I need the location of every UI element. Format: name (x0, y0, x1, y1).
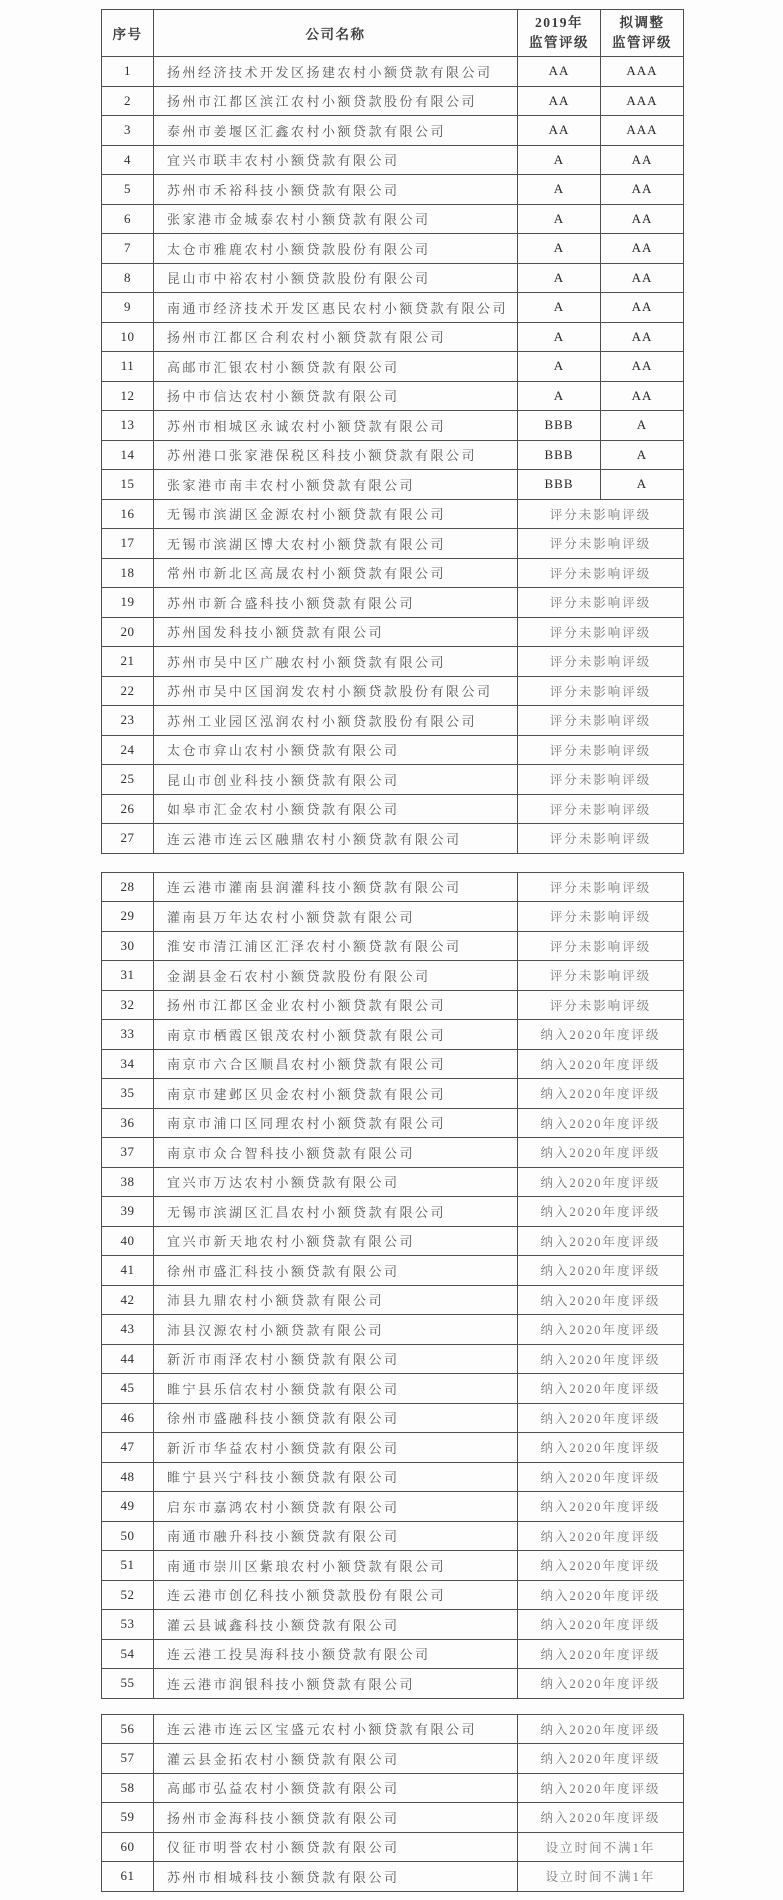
company-name: 宜兴市新天地农村小额贷款有限公司 (154, 1226, 518, 1256)
rating-note: 纳入2020年度评级 (518, 1580, 684, 1610)
row-index: 30 (102, 931, 154, 961)
company-name: 高邮市汇银农村小额贷款有限公司 (154, 352, 518, 382)
table-row (102, 1167, 684, 1197)
row-index: 33 (102, 1020, 154, 1050)
row-index: 19 (102, 588, 154, 618)
row-index: 45 (102, 1374, 154, 1404)
company-name: 沛县汉源农村小额贷款有限公司 (154, 1315, 518, 1345)
company-name: 扬州市江都区金业农村小额贷款有限公司 (154, 990, 518, 1020)
rating-note: 纳入2020年度评级 (518, 1551, 684, 1581)
table-row (102, 352, 684, 382)
row-index: 32 (102, 990, 154, 1020)
company-name: 沛县九鼎农村小额贷款有限公司 (154, 1285, 518, 1315)
table-row (102, 529, 684, 559)
table-row (102, 1197, 684, 1227)
rating-note: 评分未影响评级 (518, 499, 684, 529)
table-row (102, 381, 684, 411)
rating-note: 纳入2020年度评级 (518, 1521, 684, 1551)
row-index: 9 (102, 293, 154, 323)
company-name: 如皋市汇金农村小额贷款有限公司 (154, 794, 518, 824)
rating-note: 纳入2020年度评级 (518, 1492, 684, 1522)
row-index: 59 (102, 1803, 154, 1833)
company-name: 南京市浦口区同理农村小额贷款有限公司 (154, 1108, 518, 1138)
row-index: 38 (102, 1167, 154, 1197)
row-index: 8 (102, 263, 154, 293)
table-row (102, 322, 684, 352)
table-row (102, 1551, 684, 1581)
table-row (102, 57, 684, 87)
table-row (102, 116, 684, 146)
header-col-adjusted-rating-line1: 拟调整 (619, 14, 665, 30)
table-body-section-1 (102, 57, 684, 854)
rating-note: 纳入2020年度评级 (518, 1020, 684, 1050)
table-row (102, 931, 684, 961)
row-index: 7 (102, 234, 154, 264)
rating-note: 评分未影响评级 (518, 529, 684, 559)
rating-note: 纳入2020年度评级 (518, 1167, 684, 1197)
rating-note: 评分未影响评级 (518, 588, 684, 618)
header-row (102, 10, 684, 57)
row-index: 4 (102, 145, 154, 175)
company-name: 宜兴市万达农村小额贷款有限公司 (154, 1167, 518, 1197)
header-col-2019-rating-line2: 监管评级 (529, 35, 589, 50)
company-name: 启东市嘉鸿农村小额贷款有限公司 (154, 1492, 518, 1522)
row-index: 46 (102, 1403, 154, 1433)
rating-note: 纳入2020年度评级 (518, 1079, 684, 1109)
rating-note: 纳入2020年度评级 (518, 1285, 684, 1315)
company-name: 灌云县金拓农村小额贷款有限公司 (154, 1744, 518, 1774)
company-name: 宜兴市联丰农村小额贷款有限公司 (154, 145, 518, 175)
rating-note: 纳入2020年度评级 (518, 1714, 684, 1744)
rating-2019: BBB (518, 440, 601, 470)
table-row (102, 647, 684, 677)
row-index: 49 (102, 1492, 154, 1522)
row-index: 20 (102, 617, 154, 647)
header-col-index: 序号 (102, 10, 154, 57)
row-index: 17 (102, 529, 154, 559)
rating-2019: AA (518, 116, 601, 146)
row-index: 12 (102, 381, 154, 411)
rating-note: 纳入2020年度评级 (518, 1344, 684, 1374)
table-row (102, 1744, 684, 1774)
row-index: 15 (102, 470, 154, 500)
rating-note: 评分未影响评级 (518, 794, 684, 824)
rating-adjusted: AA (601, 381, 684, 411)
table-row (102, 1521, 684, 1551)
row-index: 25 (102, 765, 154, 795)
rating-adjusted: AA (601, 263, 684, 293)
rating-note: 纳入2020年度评级 (518, 1315, 684, 1345)
company-name: 常州市新北区高晟农村小额贷款有限公司 (154, 558, 518, 588)
table-row (102, 1832, 684, 1862)
rating-2019: A (518, 204, 601, 234)
row-index: 55 (102, 1669, 154, 1699)
company-name: 扬州经济技术开发区扬建农村小额贷款有限公司 (154, 57, 518, 87)
table-row (102, 1256, 684, 1286)
rating-note: 纳入2020年度评级 (518, 1256, 684, 1286)
company-name: 新沂市华益农村小额贷款有限公司 (154, 1433, 518, 1463)
table-row (102, 1714, 684, 1744)
table-header (102, 10, 684, 57)
table-row (102, 961, 684, 991)
row-index: 31 (102, 961, 154, 991)
ratings-table-part-1 (101, 9, 684, 854)
rating-2019: BBB (518, 470, 601, 500)
rating-note: 评分未影响评级 (518, 558, 684, 588)
rating-note: 纳入2020年度评级 (518, 1462, 684, 1492)
table-row (102, 1079, 684, 1109)
rating-adjusted: AA (601, 145, 684, 175)
table-row (102, 676, 684, 706)
rating-adjusted: AA (601, 175, 684, 205)
rating-note: 评分未影响评级 (518, 961, 684, 991)
table-row (102, 470, 684, 500)
row-index: 52 (102, 1580, 154, 1610)
table-row (102, 1049, 684, 1079)
row-index: 1 (102, 57, 154, 87)
rating-note: 评分未影响评级 (518, 902, 684, 932)
rating-note: 设立时间不满1年 (518, 1862, 684, 1892)
table-row (102, 1580, 684, 1610)
rating-note: 纳入2020年度评级 (518, 1049, 684, 1079)
table-row (102, 1773, 684, 1803)
table-row (102, 499, 684, 529)
rating-note: 评分未影响评级 (518, 706, 684, 736)
company-name: 无锡市滨湖区博大农村小额贷款有限公司 (154, 529, 518, 559)
row-index: 10 (102, 322, 154, 352)
row-index: 28 (102, 872, 154, 902)
table-row (102, 440, 684, 470)
company-name: 泰州市姜堰区汇鑫农村小额贷款有限公司 (154, 116, 518, 146)
company-name: 扬州市金海科技小额贷款有限公司 (154, 1803, 518, 1833)
table-row (102, 1669, 684, 1699)
rating-note: 评分未影响评级 (518, 990, 684, 1020)
company-name: 苏州港口张家港保税区科技小额贷款有限公司 (154, 440, 518, 470)
row-index: 48 (102, 1462, 154, 1492)
row-index: 36 (102, 1108, 154, 1138)
rating-note: 纳入2020年度评级 (518, 1108, 684, 1138)
company-name: 徐州市盛融科技小额贷款有限公司 (154, 1403, 518, 1433)
table-row (102, 1462, 684, 1492)
row-index: 21 (102, 647, 154, 677)
rating-2019: BBB (518, 411, 601, 441)
company-name: 南京市众合智科技小额贷款有限公司 (154, 1138, 518, 1168)
row-index: 6 (102, 204, 154, 234)
row-index: 37 (102, 1138, 154, 1168)
rating-note: 评分未影响评级 (518, 647, 684, 677)
rating-note: 纳入2020年度评级 (518, 1138, 684, 1168)
company-name: 昆山市中裕农村小额贷款股份有限公司 (154, 263, 518, 293)
table-body-section-3 (102, 1714, 684, 1891)
table-row (102, 1285, 684, 1315)
table-row (102, 1403, 684, 1433)
rating-adjusted: AA (601, 234, 684, 264)
header-col-2019-rating (518, 10, 601, 57)
rating-2019: A (518, 352, 601, 382)
row-index: 51 (102, 1551, 154, 1581)
row-index: 5 (102, 175, 154, 205)
rating-2019: AA (518, 86, 601, 116)
table-row (102, 1610, 684, 1640)
table-row (102, 1020, 684, 1050)
header-col-company: 公司名称 (154, 10, 518, 57)
rating-2019: A (518, 175, 601, 205)
company-name: 苏州市吴中区国润发农村小额贷款股份有限公司 (154, 676, 518, 706)
company-name: 连云港市润银科技小额贷款有限公司 (154, 1669, 518, 1699)
rating-note: 纳入2020年度评级 (518, 1773, 684, 1803)
table-row (102, 234, 684, 264)
row-index: 14 (102, 440, 154, 470)
company-name: 南京市六合区顺昌农村小额贷款有限公司 (154, 1049, 518, 1079)
table-row (102, 175, 684, 205)
company-name: 连云港市连云区融鼎农村小额贷款有限公司 (154, 824, 518, 854)
table-row (102, 735, 684, 765)
row-index: 2 (102, 86, 154, 116)
ratings-table-part-3 (101, 1714, 684, 1892)
rating-note: 评分未影响评级 (518, 872, 684, 902)
company-name: 昆山市创业科技小额贷款有限公司 (154, 765, 518, 795)
company-name: 苏州市禾裕科技小额贷款有限公司 (154, 175, 518, 205)
row-index: 41 (102, 1256, 154, 1286)
row-index: 40 (102, 1226, 154, 1256)
rating-note: 纳入2020年度评级 (518, 1433, 684, 1463)
table-row (102, 86, 684, 116)
rating-adjusted: A (601, 470, 684, 500)
company-name: 南通市融升科技小额贷款有限公司 (154, 1521, 518, 1551)
row-index: 34 (102, 1049, 154, 1079)
rating-note: 纳入2020年度评级 (518, 1639, 684, 1669)
table-row (102, 1374, 684, 1404)
header-col-adjusted-rating (601, 10, 684, 57)
rating-note: 纳入2020年度评级 (518, 1610, 684, 1640)
company-name: 扬州市江都区滨江农村小额贷款股份有限公司 (154, 86, 518, 116)
rating-note: 纳入2020年度评级 (518, 1744, 684, 1774)
row-index: 29 (102, 902, 154, 932)
row-index: 50 (102, 1521, 154, 1551)
company-name: 新沂市雨泽农村小额贷款有限公司 (154, 1344, 518, 1374)
table-row (102, 1108, 684, 1138)
row-index: 43 (102, 1315, 154, 1345)
company-name: 连云港工投昊海科技小额贷款有限公司 (154, 1639, 518, 1669)
rating-2019: AA (518, 57, 601, 87)
row-index: 57 (102, 1744, 154, 1774)
header-col-adjusted-rating-line2: 监管评级 (612, 35, 672, 50)
row-index: 35 (102, 1079, 154, 1109)
row-index: 53 (102, 1610, 154, 1640)
table-row (102, 824, 684, 854)
table-row (102, 293, 684, 323)
company-name: 无锡市滨湖区汇昌农村小额贷款有限公司 (154, 1197, 518, 1227)
rating-note: 评分未影响评级 (518, 931, 684, 961)
ratings-table-part-2 (101, 872, 684, 1699)
company-name: 张家港市金城泰农村小额贷款有限公司 (154, 204, 518, 234)
rating-note: 纳入2020年度评级 (518, 1197, 684, 1227)
table-row (102, 145, 684, 175)
table-row (102, 1639, 684, 1669)
rating-2019: A (518, 293, 601, 323)
company-name: 灌南县万年达农村小额贷款有限公司 (154, 902, 518, 932)
table-row (102, 872, 684, 902)
company-name: 淮安市清江浦区汇泽农村小额贷款有限公司 (154, 931, 518, 961)
table-body-section-2 (102, 872, 684, 1698)
rating-2019: A (518, 234, 601, 264)
table-row (102, 794, 684, 824)
rating-note: 纳入2020年度评级 (518, 1403, 684, 1433)
company-name: 睢宁县兴宁科技小额贷款有限公司 (154, 1462, 518, 1492)
company-name: 南通市崇川区紫琅农村小额贷款有限公司 (154, 1551, 518, 1581)
table-row (102, 263, 684, 293)
rating-note: 纳入2020年度评级 (518, 1669, 684, 1699)
company-name: 仪征市明誉农村小额贷款有限公司 (154, 1832, 518, 1862)
company-name: 苏州国发科技小额贷款有限公司 (154, 617, 518, 647)
company-name: 连云港市灌南县润灌科技小额贷款有限公司 (154, 872, 518, 902)
table-row (102, 617, 684, 647)
rating-adjusted: AA (601, 352, 684, 382)
row-index: 39 (102, 1197, 154, 1227)
company-name: 灌云县诚鑫科技小额贷款有限公司 (154, 1610, 518, 1640)
company-name: 苏州市新合盛科技小额贷款有限公司 (154, 588, 518, 618)
table-row (102, 411, 684, 441)
rating-note: 纳入2020年度评级 (518, 1226, 684, 1256)
rating-note: 评分未影响评级 (518, 617, 684, 647)
table-row (102, 1138, 684, 1168)
rating-note: 评分未影响评级 (518, 735, 684, 765)
company-name: 张家港市南丰农村小额贷款有限公司 (154, 470, 518, 500)
rating-adjusted: AAA (601, 86, 684, 116)
row-index: 44 (102, 1344, 154, 1374)
rating-adjusted: AAA (601, 116, 684, 146)
company-name: 无锡市滨湖区金源农村小额贷款有限公司 (154, 499, 518, 529)
table-row (102, 558, 684, 588)
row-index: 54 (102, 1639, 154, 1669)
table-row (102, 1492, 684, 1522)
company-name: 徐州市盛汇科技小额贷款有限公司 (154, 1256, 518, 1286)
rating-note: 设立时间不满1年 (518, 1832, 684, 1862)
table-row (102, 765, 684, 795)
company-name: 苏州工业园区泓润农村小额贷款股份有限公司 (154, 706, 518, 736)
company-name: 南通市经济技术开发区惠民农村小额贷款有限公司 (154, 293, 518, 323)
table-row (102, 1803, 684, 1833)
company-name: 扬州市江都区合利农村小额贷款有限公司 (154, 322, 518, 352)
company-name: 苏州市相城科技小额贷款有限公司 (154, 1862, 518, 1892)
row-index: 13 (102, 411, 154, 441)
header-col-2019-rating-line1: 2019年 (535, 14, 583, 30)
row-index: 3 (102, 116, 154, 146)
table-row (102, 902, 684, 932)
rating-2019: A (518, 322, 601, 352)
row-index: 42 (102, 1285, 154, 1315)
company-name: 太仓市弇山农村小额贷款有限公司 (154, 735, 518, 765)
rating-2019: A (518, 263, 601, 293)
row-index: 11 (102, 352, 154, 382)
row-index: 22 (102, 676, 154, 706)
row-index: 27 (102, 824, 154, 854)
table-row (102, 204, 684, 234)
table-row (102, 1315, 684, 1345)
rating-adjusted: AAA (601, 57, 684, 87)
table-row (102, 990, 684, 1020)
table-row (102, 1433, 684, 1463)
row-index: 58 (102, 1773, 154, 1803)
table-row (102, 1862, 684, 1892)
rating-2019: A (518, 145, 601, 175)
company-name: 扬中市信达农村小额贷款有限公司 (154, 381, 518, 411)
company-name: 太仓市雅鹿农村小额贷款股份有限公司 (154, 234, 518, 264)
table-row (102, 706, 684, 736)
company-name: 苏州市吴中区广融农村小额贷款有限公司 (154, 647, 518, 677)
company-name: 金湖县金石农村小额贷款股份有限公司 (154, 961, 518, 991)
row-index: 61 (102, 1862, 154, 1892)
row-index: 26 (102, 794, 154, 824)
rating-note: 纳入2020年度评级 (518, 1803, 684, 1833)
row-index: 47 (102, 1433, 154, 1463)
row-index: 56 (102, 1714, 154, 1744)
rating-adjusted: A (601, 411, 684, 441)
company-name: 高邮市弘益农村小额贷款有限公司 (154, 1773, 518, 1803)
company-name: 连云港市创亿科技小额贷款股份有限公司 (154, 1580, 518, 1610)
rating-note: 评分未影响评级 (518, 676, 684, 706)
row-index: 16 (102, 499, 154, 529)
rating-adjusted: AA (601, 322, 684, 352)
company-name: 连云港市连云区宝盛元农村小额贷款有限公司 (154, 1714, 518, 1744)
row-index: 24 (102, 735, 154, 765)
table-row (102, 588, 684, 618)
company-name: 苏州市相城区永诚农村小额贷款有限公司 (154, 411, 518, 441)
rating-adjusted: AA (601, 204, 684, 234)
company-name: 睢宁县乐信农村小额贷款有限公司 (154, 1374, 518, 1404)
row-index: 18 (102, 558, 154, 588)
rating-note: 评分未影响评级 (518, 765, 684, 795)
company-name: 南京市建邺区贝金农村小额贷款有限公司 (154, 1079, 518, 1109)
row-index: 23 (102, 706, 154, 736)
company-name: 南京市栖霞区银茂农村小额贷款有限公司 (154, 1020, 518, 1050)
rating-note: 纳入2020年度评级 (518, 1374, 684, 1404)
table-row (102, 1226, 684, 1256)
rating-adjusted: A (601, 440, 684, 470)
rating-note: 评分未影响评级 (518, 824, 684, 854)
rating-2019: A (518, 381, 601, 411)
table-row (102, 1344, 684, 1374)
rating-adjusted: AA (601, 293, 684, 323)
row-index: 60 (102, 1832, 154, 1862)
